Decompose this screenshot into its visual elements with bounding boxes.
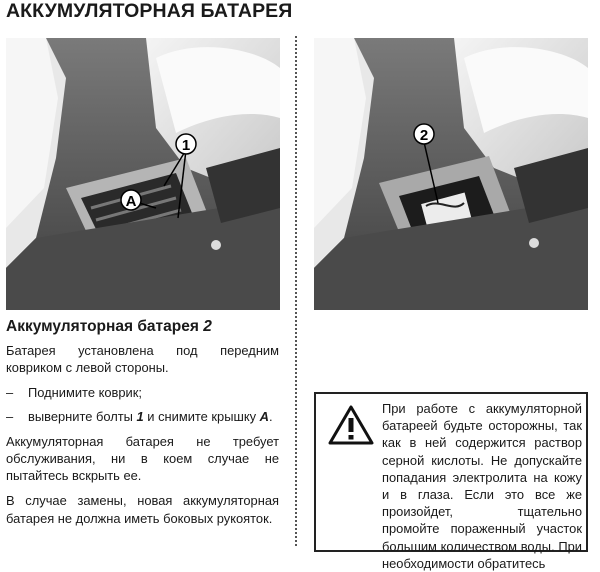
cover-reference: A xyxy=(259,408,269,424)
warning-text: При работе с аккумуляторной батареей будьте осторожны, так как в ней содержится раствор серной кислоты. Не допускайте попадания электролита на кожу и в глаза. Если это все же произойдет, тщательно промойте пораженный участок большим количеством воды. При необходимости обратитесь xyxy=(382,401,582,571)
replacement-paragraph: В случае замены, новая аккумуляторная батарея не должна иметь боковых рукояток. xyxy=(6,493,279,526)
step-text: Поднимите коврик; xyxy=(28,385,142,401)
maintenance-paragraph: Аккумуляторная батарея не требует обслуживания, ни в коем случае не пытайтесь вскрыть ее. xyxy=(6,433,279,484)
battery-cover-photo xyxy=(6,38,280,310)
section-body xyxy=(6,342,279,535)
step-item xyxy=(6,384,279,401)
section-heading-number: 2 xyxy=(203,318,212,335)
warning-box xyxy=(314,392,588,571)
step-text: . xyxy=(268,408,273,424)
step-text: и снимите крышку xyxy=(143,408,260,424)
steps-list xyxy=(6,384,279,424)
bolt-reference: 1 xyxy=(136,408,144,424)
step-text: выверните болты xyxy=(28,408,137,424)
intro-paragraph: Батарея установлена под передним ковриком с левой стороны. xyxy=(6,343,279,376)
page-title: АККУМУЛЯТОРНАЯ БАТАРЕЯ xyxy=(6,0,293,22)
step-dash: – xyxy=(6,408,14,424)
step-dash: – xyxy=(6,385,14,401)
callout-1: 1 xyxy=(181,137,191,154)
section-heading xyxy=(6,318,212,336)
step-item xyxy=(6,408,279,425)
section-heading-text: Аккумуляторная батарея xyxy=(6,318,199,335)
callout-2: 2 xyxy=(419,127,429,144)
callout-a: A xyxy=(125,193,137,210)
column-divider xyxy=(295,36,297,546)
battery-exposed-photo xyxy=(314,38,588,310)
warning-triangle-icon xyxy=(328,404,374,446)
